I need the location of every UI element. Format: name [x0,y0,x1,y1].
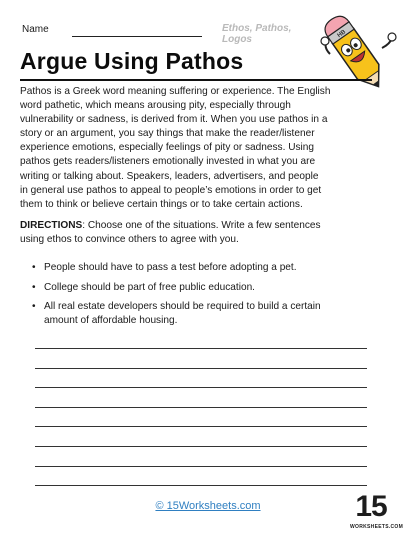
paragraph-line: pathos gets readers/listeners emotionally invested in what you are [20,156,316,168]
paragraph-line: experience emotions, especially feelings of pity or sadness. Using [20,142,314,154]
writing-line[interactable] [35,407,367,408]
directions-label: DIRECTIONS [20,220,83,231]
writing-line[interactable] [35,387,367,388]
name-input-line[interactable] [72,36,202,37]
paragraph-line: story or an argument, you say things that make the reader/listener [20,128,315,140]
pencil-mascot-icon [312,10,398,96]
situation-list [32,261,377,333]
title-divider [20,79,372,81]
paragraph-line: vulnerability or sadness, is derived from it. When you use pathos in a [20,114,328,126]
writing-line[interactable] [35,466,367,467]
writing-line[interactable] [35,446,367,447]
writing-line[interactable] [35,426,367,427]
list-item-line: All real estate developers should be required to build a certain [44,301,321,313]
pathos-explanation-paragraph [20,85,392,212]
directions-line: : Choose one of the situations. Write a few sentences [82,220,321,231]
directions-line: using ethos to convince others to agree with you. [20,234,239,246]
list-item: • College should be part of free public education. [32,281,377,295]
directions-text [20,219,392,247]
pencil-band-label: HB [336,29,348,40]
name-label: Name [22,24,49,35]
list-item: • People should have to pass a test before adopting a pet. [32,261,377,275]
worksheets-logo [350,490,404,532]
paragraph-line: Pathos is a Greek word meaning suffering or experience. The English [20,86,331,97]
paragraph-line: writing or talking about. Speakers, leaders, advertisers, and people [20,170,319,182]
worksheet-header [22,21,302,45]
list-item-line: amount of affordable housing. [44,314,178,326]
paragraph-line: word pathetic, which means arousing pity, especially through [20,100,291,112]
writing-line[interactable] [35,485,367,486]
logo-wordmark: WORKSHEETS.COM [350,524,404,530]
logo-number: 15 [355,490,387,523]
page-title: Argue Using Pathos [20,48,244,74]
paragraph-line: in general use pathos to appeal to people’s emotions in order to get [20,184,322,196]
writing-area[interactable] [35,336,367,486]
copyright-link[interactable]: © 15Worksheets.com [155,500,261,512]
subject-label: Ethos, Pathos, Logos [222,23,292,45]
writing-line[interactable] [35,348,367,349]
list-item [32,300,377,327]
paragraph-line: them to think or believe certain things or to take certain actions. [20,198,303,210]
writing-line[interactable] [35,368,367,369]
